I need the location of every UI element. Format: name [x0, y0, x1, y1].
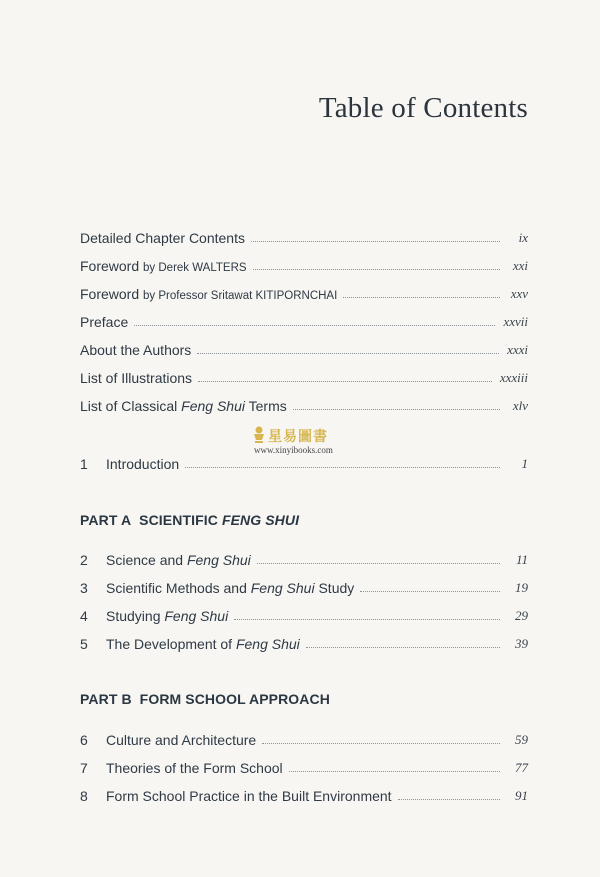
dot-leader	[398, 798, 500, 800]
toc-entry-detailed-chapter-contents[interactable]	[80, 224, 528, 246]
toc-page-number: 77	[515, 760, 528, 775]
dot-leader	[134, 324, 495, 326]
toc-entry-preface[interactable]	[80, 308, 528, 330]
toc-entry-label: 2 Science and Feng Shui	[80, 552, 251, 568]
chapter-number: 4	[80, 608, 88, 624]
toc-entry-label: Foreword by Derek WALTERS	[80, 258, 247, 274]
toc-entry-label: Preface	[80, 314, 129, 330]
toc-entry-label: 1 Introduction	[80, 456, 180, 472]
toc-entry-label: List of Classical Feng Shui Terms	[80, 398, 287, 414]
toc-entry-label: 5 The Development of Feng Shui	[80, 636, 300, 652]
toc-entry-label: 4 Studying Feng Shui	[80, 608, 229, 624]
chapter-number: 3	[80, 580, 88, 596]
chapter-number: 8	[80, 788, 88, 804]
toc-page-number: 19	[515, 580, 528, 595]
toc-page-number: ix	[518, 230, 528, 245]
dot-leader	[197, 352, 499, 354]
part-b-heading: PART B FORM SCHOOL APPROACH	[80, 691, 330, 707]
part-a-heading: PART A SCIENTIFIC FENG SHUI	[80, 512, 300, 528]
dot-leader	[185, 466, 500, 468]
chapter-number: 7	[80, 760, 88, 776]
toc-page-number: xlv	[512, 398, 528, 413]
watermark-url: www.xinyibooks.com	[254, 445, 333, 455]
dot-leader	[257, 562, 500, 564]
chapter-number: 5	[80, 636, 88, 652]
toc-entry-label: 8 Form School Practice in the Built Environment	[80, 788, 392, 804]
dot-leader	[198, 380, 492, 382]
dot-leader	[234, 618, 500, 620]
toc-entry-author: by Derek WALTERS	[143, 262, 247, 274]
toc-entry-label: 3 Scientific Methods and Feng Shui Study	[80, 580, 355, 596]
toc-page-number: xxxi	[507, 342, 528, 357]
dot-leader	[306, 646, 500, 648]
toc-entry-about-the-authors[interactable]	[80, 336, 528, 358]
toc-page-number: xxxiii	[499, 370, 528, 385]
chapter-number: 6	[80, 732, 88, 748]
dot-leader	[251, 240, 500, 242]
toc-entry-introduction[interactable]	[80, 450, 528, 472]
toc-entry-label: List of Illustrations	[80, 370, 193, 386]
toc-page-number: xxv	[510, 286, 528, 301]
toc-page-number: 91	[515, 788, 528, 803]
dot-leader	[360, 590, 500, 592]
toc-entry-chapter-8[interactable]	[80, 782, 528, 804]
toc-page-number: 59	[515, 732, 528, 747]
dot-leader	[289, 770, 500, 772]
toc-entry-label: Detailed Chapter Contents	[80, 230, 245, 246]
toc-page-number: 39	[515, 636, 528, 651]
figure-icon	[252, 426, 266, 444]
dot-leader	[253, 268, 500, 270]
watermark-text: 星易圖書	[268, 429, 328, 445]
toc-page-number: xxvii	[503, 314, 528, 329]
toc-entry-chapter-7[interactable]	[80, 754, 528, 776]
toc-entry-list-of-illustrations[interactable]	[80, 364, 528, 386]
toc-entry-foreword-walters[interactable]	[80, 252, 528, 274]
dot-leader	[293, 408, 500, 410]
toc-entry-chapter-3[interactable]	[80, 574, 528, 596]
page-title: Table of Contents	[318, 92, 528, 124]
toc-entry-classical-terms[interactable]	[80, 392, 528, 414]
dot-leader	[262, 742, 500, 744]
toc-page-number: 1	[521, 456, 528, 471]
chapter-number: 1	[80, 456, 88, 472]
toc-entry-label: 6 Culture and Architecture	[80, 732, 257, 748]
toc-entry-label: About the Authors	[80, 342, 192, 358]
toc-page-number: xxi	[512, 258, 528, 273]
chapter-number: 2	[80, 552, 88, 568]
toc-entry-label: 7 Theories of the Form School	[80, 760, 283, 776]
dot-leader	[343, 296, 500, 298]
toc-entry-chapter-5[interactable]	[80, 630, 528, 652]
toc-page-number: 11	[515, 552, 528, 567]
toc-page-number: 29	[515, 608, 528, 623]
toc-entry-label: Foreword by Professor Sritawat KITIPORNCHAI	[80, 286, 338, 302]
toc-entry-chapter-6[interactable]	[80, 726, 528, 748]
toc-entry-chapter-2[interactable]	[80, 546, 528, 568]
toc-entry-author: by Professor Sritawat KITIPORNCHAI	[143, 290, 338, 302]
toc-entry-foreword-kitipornchai[interactable]	[80, 280, 528, 302]
toc-entry-chapter-4[interactable]	[80, 602, 528, 624]
